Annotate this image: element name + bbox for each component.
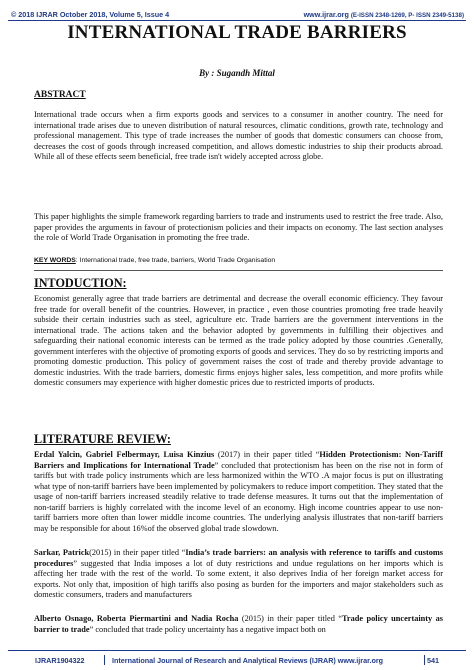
abstract-heading: ABSTRACT — [34, 90, 86, 100]
introduction-heading: INTODUCTION: — [34, 276, 127, 290]
header-site-issn — [304, 10, 464, 19]
review-3-authors: Alberto Osnago, Roberta Piermartini and Nadia Rocha — [34, 614, 239, 623]
review-2-title: India’s trade barriers: an analysis with reference to tariffs and customs procedures — [34, 548, 444, 568]
review-2-authors: Sarkar, Patrick — [34, 548, 90, 557]
keywords-line — [34, 257, 443, 264]
keywords-divider — [34, 270, 443, 271]
footer-divider — [8, 650, 466, 651]
review-1-title: Hidden Protectionism: Non-Tariff Barriers and Implications for International Trade — [34, 450, 443, 470]
literature-review-2 — [34, 548, 443, 601]
review-1-authors: Erdal Yalcin, Gabriel Felbermayr, Luisa Kinzius — [34, 450, 215, 459]
keywords-text: : International trade, free trade, barriers, World Trade Organisation — [75, 257, 276, 264]
review-2-intro: (2015) in their paper titled “ — [89, 548, 186, 557]
header-issue-info: © 2018 IJRAR October 2018, Volume 5, Issue 4 — [11, 10, 170, 19]
header-divider — [8, 20, 466, 21]
review-2-body: ” suggested that India imposes a lot of duty restrictions and undue regulations on her imports which is affecting her trade with the rest of the world. To some extent, it also deprives India of her foreign market access for exports. Not only that, imposition of high tariffs also posing as burden for the importers and major stakeholders such as domestic consumers, traders and manufacturers — [34, 558, 443, 600]
page-header — [0, 0, 474, 22]
review-3-intro: (2015) in their paper titled “ — [238, 614, 343, 623]
footer-paper-id: IJRAR1904322 — [35, 656, 85, 665]
review-3-body: ” concluded that trade policy uncertainty has a negative impact both on — [89, 624, 326, 634]
literature-review-3 — [34, 614, 443, 635]
review-1-body: ” concluded that protectionism has been on the rise not in form of tariffs but with trade policy instruments which are less harmonized within the WTO .A major focus is put on illustrating what type of non-tariff barriers have been implemented by policymakers to reduce import competition. They stated that the usage of non-tariff barriers increased steadily relative to trade defense measures. It turns out that the implementation of non-tariff barriers is highly correlated with the income level of an economy. High income countries appear to use non-tariff barriers more often than lower middle income countries. The underlying analysis illustrates that non-tariff barriers may be responsible for about 16%of the observed global trade slowdown. — [34, 460, 443, 533]
footer-journal: International Journal of Research and Analytical Reviews (IJRAR) www.ijrar.org — [112, 656, 384, 665]
page-footer — [0, 652, 474, 670]
paper-author: By : Sugandh Mittal — [199, 68, 275, 78]
abstract-paragraph-1: International trade occurs when a firm exports goods and services to a consumer in another country. The need for international trade arises due to uneven distribution of natural resources, climatic conditions, growth rate, technology and professional management. This type of trade increases the number of goods that domestic consumers can choose from, decreases the cost of goods through increased competition, and allows domestic industries to ship their products abroad. While all of these effects seem beneficial, free trade isn't widely accepted across globe. — [34, 110, 443, 162]
review-3-title: Trade policy uncertainty as barrier to trade — [34, 614, 444, 634]
abstract-paragraph-2: This paper highlights the simple framework regarding barriers to trade and instruments used to restrict the free trade. Also, paper provides the arguments in favour of protectionism policies and their impacts on economy. The last section analyses the role of World Trade Organisation in promoting the free trade. — [34, 212, 443, 243]
paper-title: INTERNATIONAL TRADE BARRIERS — [67, 22, 407, 43]
header-issn: (E-ISSN 2348-1269, P- ISSN 2349-5138) — [350, 12, 464, 19]
footer-separator — [424, 655, 425, 665]
keywords-label: KEY WORDS — [34, 257, 76, 264]
literature-review-1 — [34, 450, 443, 534]
review-1-intro: (2017) in their paper titled “ — [214, 450, 320, 459]
literature-heading: LITERATURE REVIEW: — [34, 432, 171, 446]
footer-separator — [104, 655, 105, 665]
introduction-paragraph: Economist generally agree that trade barriers are detrimental and decrease the overall economic efficiency. They favour free trade for overall benefit of the countries. However, in practice , even those countries promoting free trade heavily subside their certain industries such as steel, agriculture etc. Trade barriers are the government interventions in the international trade. The actions taken and the behavior adopted by governments in fulfilling their objectives and safeguarding their national economic interests can be termed as the trade policy adopted by those countries .Generally, government interferes with the objective of promoting exports of goods and services. They do so by restricting imports and promoting domestic production. This policy of government raises the cost of trade and thereby provide advantage to domestic industries. With the trade barriers, domestic firms enjoys higher sales, less competition, and more profits while domestic consumers may experience with higher domestic prices due to restricted imports of products. — [34, 294, 443, 388]
header-site-link[interactable]: www.ijrar.org — [303, 10, 349, 19]
footer-page-number: 541 — [427, 656, 439, 665]
